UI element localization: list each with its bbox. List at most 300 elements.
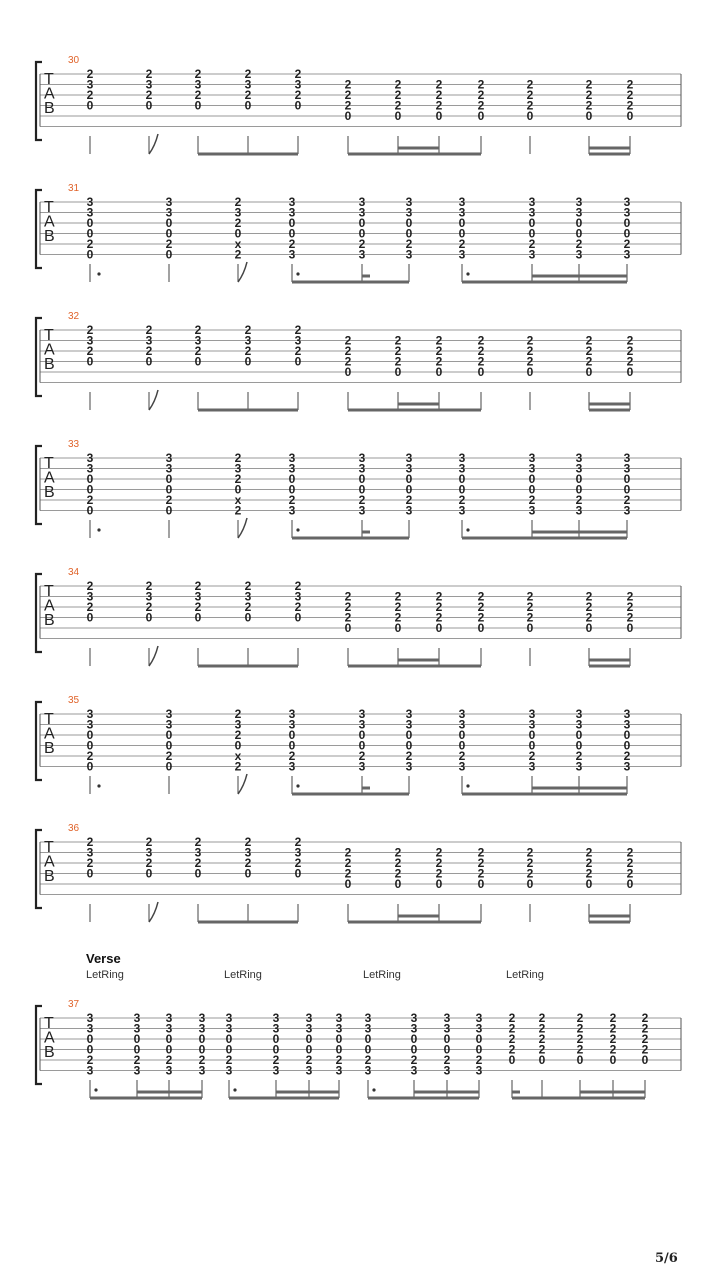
fret-number: 2 xyxy=(294,856,302,870)
fret-number: 3 xyxy=(405,205,413,220)
fret-number: 0 xyxy=(165,216,173,230)
fret-number: 0 xyxy=(86,216,94,230)
fret-number: 3 xyxy=(194,589,202,604)
tab-clef-letter: T xyxy=(44,199,54,216)
fret-number: 0 xyxy=(198,1042,206,1057)
fret-number: 3 xyxy=(575,707,583,721)
fret-number: 3 xyxy=(133,1021,141,1036)
fret-number: 3 xyxy=(458,461,466,476)
fret-number: 0 xyxy=(86,1042,94,1057)
fret-number: 3 xyxy=(165,1063,173,1078)
fret-number: 2 xyxy=(86,323,94,337)
fret-number: 0 xyxy=(288,728,296,742)
fret-number: 0 xyxy=(165,728,173,742)
fret-number: 2 xyxy=(394,866,402,881)
fret-number: 2 xyxy=(435,344,443,358)
fret-number: 2 xyxy=(294,88,302,102)
fret-number: 0 xyxy=(443,1042,451,1057)
fret-number: 2 xyxy=(585,589,593,604)
fret-number: 2 xyxy=(477,600,485,614)
tab-clef-letter: B xyxy=(44,1044,55,1061)
fret-number: 3 xyxy=(145,589,153,604)
fret-number: 0 xyxy=(575,226,583,241)
fret-number: 2 xyxy=(358,749,366,763)
fret-number: 2 xyxy=(86,856,94,870)
fret-number: 0 xyxy=(194,610,202,625)
tab-system xyxy=(36,183,681,282)
fret-number: 2 xyxy=(626,610,634,625)
fret-number: 0 xyxy=(288,472,296,486)
fret-number: 2 xyxy=(358,493,366,507)
fret-number: 2 xyxy=(458,237,466,251)
fret-number: 0 xyxy=(623,728,631,742)
fret-number: 0 xyxy=(435,621,443,635)
fret-number: 0 xyxy=(145,610,153,625)
fret-number: 2 xyxy=(86,88,94,102)
fret-number: 2 xyxy=(575,749,583,763)
fret-number: 2 xyxy=(626,845,634,860)
fret-number: 0 xyxy=(234,226,242,241)
fret-number: 2 xyxy=(394,610,402,625)
tab-system xyxy=(36,55,681,154)
fret-number: 3 xyxy=(575,205,583,220)
fret-number: 0 xyxy=(526,877,534,891)
fret-number: 2 xyxy=(538,1011,546,1025)
fret-number: 2 xyxy=(244,835,252,849)
fret-number: 2 xyxy=(294,67,302,81)
fret-number: 0 xyxy=(272,1032,280,1046)
measure-number: 34 xyxy=(68,567,80,578)
fret-number: 2 xyxy=(528,493,536,507)
fret-number: 3 xyxy=(458,205,466,220)
fret-number: 0 xyxy=(165,482,173,497)
let-ring-label: LetRing xyxy=(86,969,124,981)
fret-number: 2 xyxy=(538,1021,546,1036)
fret-number: 2 xyxy=(165,237,173,251)
fret-number: 0 xyxy=(623,216,631,230)
fret-number: 3 xyxy=(405,759,413,774)
fret-number: 2 xyxy=(528,749,536,763)
fret-number: 2 xyxy=(477,589,485,604)
fret-number: 2 xyxy=(344,88,352,102)
fret-number: 0 xyxy=(145,866,153,881)
fret-number: 3 xyxy=(86,77,94,92)
fret-number: 2 xyxy=(194,344,202,358)
fret-number: 3 xyxy=(244,77,252,92)
fret-number: 0 xyxy=(526,109,534,123)
fret-number: 2 xyxy=(576,1042,584,1057)
fret-number: 0 xyxy=(458,728,466,742)
fret-number: 3 xyxy=(86,205,94,220)
fret-number: 0 xyxy=(194,98,202,113)
fret-number: 2 xyxy=(435,856,443,870)
tab-clef-letter: A xyxy=(44,597,55,615)
fret-number: 2 xyxy=(294,323,302,337)
fret-number: 3 xyxy=(575,503,583,518)
fret-number: 3 xyxy=(165,707,173,721)
fret-number: 0 xyxy=(528,738,536,753)
fret-number: 2 xyxy=(394,589,402,604)
fret-number: 0 xyxy=(575,216,583,230)
fret-number: 3 xyxy=(194,77,202,92)
fret-number: 0 xyxy=(165,1042,173,1057)
fret-number: 3 xyxy=(575,247,583,262)
fret-number: 3 xyxy=(305,1063,313,1078)
fret-number: 3 xyxy=(272,1021,280,1036)
fret-number: 2 xyxy=(344,600,352,614)
page-number: 5/6 xyxy=(655,1251,678,1266)
fret-number: 2 xyxy=(344,610,352,625)
fret-number: 2 xyxy=(234,247,242,262)
fret-number: 2 xyxy=(435,98,443,113)
fret-number: 2 xyxy=(165,493,173,507)
fret-number: 0 xyxy=(575,482,583,497)
fret-number: 2 xyxy=(443,1053,451,1067)
fret-number: 3 xyxy=(623,717,631,732)
rhythm-dot xyxy=(233,1088,236,1091)
fret-number: 2 xyxy=(394,856,402,870)
fret-number: 0 xyxy=(528,472,536,486)
fret-number: 2 xyxy=(585,845,593,860)
fret-number: 0 xyxy=(358,728,366,742)
fret-number: 2 xyxy=(641,1021,649,1036)
fret-number: 2 xyxy=(435,333,443,348)
let-ring-label: LetRing xyxy=(224,969,262,981)
rhythm-dot xyxy=(97,528,100,531)
rhythm-flag xyxy=(149,646,158,666)
fret-number: 0 xyxy=(294,866,302,881)
fret-number: 0 xyxy=(405,216,413,230)
fret-number: 3 xyxy=(288,503,296,518)
tab-clef-letter: T xyxy=(44,327,54,344)
fret-number: 2 xyxy=(458,749,466,763)
fret-number: 2 xyxy=(609,1021,617,1036)
tab-clef-letter: T xyxy=(44,1015,54,1032)
rhythm-flag xyxy=(238,262,247,282)
fret-number: 3 xyxy=(458,451,466,465)
fret-number: 2 xyxy=(194,67,202,81)
fret-number: 3 xyxy=(165,205,173,220)
fret-number: 2 xyxy=(394,845,402,860)
rhythm-flag xyxy=(238,774,247,794)
fret-number: 0 xyxy=(458,738,466,753)
rhythm-dot xyxy=(94,1088,97,1091)
fret-number: 0 xyxy=(405,738,413,753)
fret-number: 0 xyxy=(86,728,94,742)
fret-number: 2 xyxy=(294,344,302,358)
fret-number: 0 xyxy=(194,354,202,369)
measure-number: 31 xyxy=(68,183,80,194)
fret-number: 3 xyxy=(145,77,153,92)
fret-number: 2 xyxy=(526,600,534,614)
tab-clef-letter: A xyxy=(44,853,55,871)
tab-clef-letter: B xyxy=(44,484,55,501)
fret-number: 0 xyxy=(288,482,296,497)
rhythm-dot xyxy=(296,528,299,531)
fret-number: 3 xyxy=(305,1011,313,1025)
fret-number: 3 xyxy=(475,1063,483,1078)
fret-number: 0 xyxy=(585,109,593,123)
fret-number: 3 xyxy=(358,759,366,774)
fret-number: 2 xyxy=(194,856,202,870)
fret-number: x xyxy=(234,237,242,251)
measure-number: 32 xyxy=(68,311,80,322)
fret-number: 2 xyxy=(394,88,402,102)
fret-number: 2 xyxy=(194,600,202,614)
fret-number: 0 xyxy=(335,1032,343,1046)
fret-number: 0 xyxy=(405,226,413,241)
fret-number: 2 xyxy=(576,1021,584,1036)
fret-number: 2 xyxy=(477,98,485,113)
fret-number: 0 xyxy=(528,728,536,742)
fret-number: 2 xyxy=(477,333,485,348)
fret-number: 2 xyxy=(435,589,443,604)
rhythm-dot xyxy=(97,272,100,275)
rhythm-dot xyxy=(296,784,299,787)
fret-number: x xyxy=(234,493,242,507)
fret-number: 0 xyxy=(526,365,534,379)
fret-number: 2 xyxy=(294,835,302,849)
fret-number: 2 xyxy=(508,1021,516,1036)
fret-number: 0 xyxy=(477,621,485,635)
fret-number: 0 xyxy=(443,1032,451,1046)
fret-number: 3 xyxy=(335,1011,343,1025)
fret-number: 2 xyxy=(358,237,366,251)
fret-number: 2 xyxy=(435,866,443,881)
measure-number: 36 xyxy=(68,823,80,834)
fret-number: 2 xyxy=(626,589,634,604)
fret-number: 2 xyxy=(576,1011,584,1025)
fret-number: 2 xyxy=(585,856,593,870)
tab-system xyxy=(36,999,681,1098)
fret-number: 0 xyxy=(294,354,302,369)
fret-number: 0 xyxy=(405,728,413,742)
fret-number: 3 xyxy=(358,195,366,209)
fret-number: 0 xyxy=(575,738,583,753)
fret-number: 2 xyxy=(194,88,202,102)
fret-number: 3 xyxy=(528,717,536,732)
fret-number: 2 xyxy=(477,88,485,102)
fret-number: 2 xyxy=(405,493,413,507)
fret-number: 2 xyxy=(344,354,352,369)
fret-number: 2 xyxy=(344,344,352,358)
fret-number: 3 xyxy=(528,451,536,465)
fret-number: 3 xyxy=(358,503,366,518)
fret-number: 0 xyxy=(475,1042,483,1057)
fret-number: 2 xyxy=(145,344,153,358)
fret-number: 0 xyxy=(458,472,466,486)
fret-number: 3 xyxy=(458,503,466,518)
fret-number: 3 xyxy=(458,707,466,721)
tab-clef-letter: A xyxy=(44,85,55,103)
fret-number: 0 xyxy=(585,365,593,379)
fret-number: 3 xyxy=(410,1063,418,1078)
fret-number: 2 xyxy=(305,1053,313,1067)
fret-number: 2 xyxy=(575,493,583,507)
fret-number: 0 xyxy=(575,472,583,486)
fret-number: 3 xyxy=(405,461,413,476)
fret-number: 0 xyxy=(435,877,443,891)
fret-number: 3 xyxy=(528,707,536,721)
fret-number: 2 xyxy=(477,344,485,358)
fret-number: 3 xyxy=(623,461,631,476)
fret-number: 2 xyxy=(335,1053,343,1067)
fret-number: 0 xyxy=(194,866,202,881)
fret-number: 2 xyxy=(86,749,94,763)
fret-number: 3 xyxy=(410,1021,418,1036)
fret-number: 3 xyxy=(405,451,413,465)
fret-number: 2 xyxy=(477,77,485,92)
fret-number: 2 xyxy=(194,323,202,337)
fret-number: 2 xyxy=(394,77,402,92)
fret-number: 2 xyxy=(234,707,242,721)
fret-number: 2 xyxy=(526,77,534,92)
fret-number: 0 xyxy=(165,503,173,518)
fret-number: 2 xyxy=(435,845,443,860)
fret-number: 0 xyxy=(305,1032,313,1046)
fret-number: 2 xyxy=(526,610,534,625)
fret-number: 2 xyxy=(145,67,153,81)
fret-number: 2 xyxy=(145,600,153,614)
fret-number: 0 xyxy=(165,738,173,753)
fret-number: 3 xyxy=(86,707,94,721)
fret-number: 2 xyxy=(394,98,402,113)
fret-number: 3 xyxy=(272,1063,280,1078)
fret-number: 3 xyxy=(405,717,413,732)
fret-number: 2 xyxy=(198,1053,206,1067)
fret-number: 2 xyxy=(410,1053,418,1067)
fret-number: 3 xyxy=(528,247,536,262)
fret-number: 0 xyxy=(133,1042,141,1057)
fret-number: 2 xyxy=(225,1053,233,1067)
fret-number: 2 xyxy=(576,1032,584,1046)
fret-number: 0 xyxy=(528,226,536,241)
fret-number: 2 xyxy=(585,610,593,625)
fret-number: 0 xyxy=(165,759,173,774)
fret-number: 2 xyxy=(234,503,242,518)
fret-number: 0 xyxy=(458,482,466,497)
fret-number: 0 xyxy=(86,738,94,753)
fret-number: 2 xyxy=(626,98,634,113)
fret-number: 0 xyxy=(623,482,631,497)
fret-number: 0 xyxy=(294,610,302,625)
fret-number: 0 xyxy=(165,1032,173,1046)
rhythm-dot xyxy=(372,1088,375,1091)
fret-number: 3 xyxy=(165,1011,173,1025)
fret-number: 0 xyxy=(623,472,631,486)
fret-number: 3 xyxy=(272,1011,280,1025)
fret-number: 3 xyxy=(194,845,202,860)
fret-number: 0 xyxy=(394,877,402,891)
fret-number: 3 xyxy=(198,1011,206,1025)
fret-number: 0 xyxy=(364,1042,372,1057)
fret-number: 3 xyxy=(575,195,583,209)
fret-number: 3 xyxy=(405,707,413,721)
fret-number: 2 xyxy=(609,1032,617,1046)
fret-number: 3 xyxy=(288,707,296,721)
fret-number: 2 xyxy=(435,88,443,102)
fret-number: 2 xyxy=(585,354,593,369)
tab-clef-letter: B xyxy=(44,868,55,885)
fret-number: 2 xyxy=(626,600,634,614)
fret-number: 3 xyxy=(443,1021,451,1036)
tab-clef-letter: T xyxy=(44,839,54,856)
fret-number: 2 xyxy=(538,1042,546,1057)
fret-number: 3 xyxy=(358,707,366,721)
fret-number: 0 xyxy=(623,226,631,241)
fret-number: 3 xyxy=(575,461,583,476)
fret-number: 2 xyxy=(344,333,352,348)
fret-number: 0 xyxy=(528,216,536,230)
fret-number: 0 xyxy=(225,1042,233,1057)
fret-number: 0 xyxy=(344,109,352,123)
fret-number: 2 xyxy=(294,579,302,593)
fret-number: 3 xyxy=(145,333,153,348)
fret-number: 3 xyxy=(475,1021,483,1036)
fret-number: 0 xyxy=(86,503,94,518)
fret-number: 0 xyxy=(234,482,242,497)
fret-number: 3 xyxy=(234,717,242,732)
fret-number: 2 xyxy=(86,493,94,507)
fret-number: 0 xyxy=(86,1032,94,1046)
fret-number: 2 xyxy=(585,77,593,92)
fret-number: 2 xyxy=(394,344,402,358)
tab-clef-letter: A xyxy=(44,725,55,743)
fret-number: 2 xyxy=(623,493,631,507)
rhythm-dot xyxy=(466,272,469,275)
fret-number: 3 xyxy=(288,247,296,262)
fret-number: 2 xyxy=(435,610,443,625)
fret-number: 0 xyxy=(165,226,173,241)
fret-number: 2 xyxy=(526,589,534,604)
fret-number: 3 xyxy=(443,1063,451,1078)
fret-number: 0 xyxy=(244,354,252,369)
fret-number: 2 xyxy=(86,600,94,614)
fret-number: 3 xyxy=(294,333,302,348)
fret-number: 3 xyxy=(165,717,173,732)
fret-number: 2 xyxy=(244,323,252,337)
fret-number: 2 xyxy=(585,866,593,881)
tab-clef-letter: B xyxy=(44,740,55,757)
fret-number: 3 xyxy=(458,247,466,262)
fret-number: 2 xyxy=(288,237,296,251)
fret-number: 2 xyxy=(234,759,242,774)
tab-clef-letter: T xyxy=(44,71,54,88)
fret-number: 3 xyxy=(623,205,631,220)
tab-clef-letter: B xyxy=(44,100,55,117)
fret-number: 0 xyxy=(477,365,485,379)
fret-number: 2 xyxy=(234,195,242,209)
tab-clef-letter: A xyxy=(44,213,55,231)
fret-number: 3 xyxy=(86,845,94,860)
fret-number: 2 xyxy=(194,579,202,593)
fret-number: 2 xyxy=(344,845,352,860)
fret-number: 3 xyxy=(358,717,366,732)
fret-number: 3 xyxy=(528,205,536,220)
fret-number: 0 xyxy=(626,109,634,123)
fret-number: 0 xyxy=(86,610,94,625)
fret-number: 3 xyxy=(225,1011,233,1025)
fret-number: 3 xyxy=(528,759,536,774)
fret-number: 0 xyxy=(623,738,631,753)
fret-number: 2 xyxy=(623,237,631,251)
fret-number: 2 xyxy=(585,344,593,358)
fret-number: 2 xyxy=(244,88,252,102)
fret-number: 3 xyxy=(133,1063,141,1078)
fret-number: 2 xyxy=(86,67,94,81)
fret-number: 3 xyxy=(234,461,242,476)
fret-number: 2 xyxy=(435,77,443,92)
